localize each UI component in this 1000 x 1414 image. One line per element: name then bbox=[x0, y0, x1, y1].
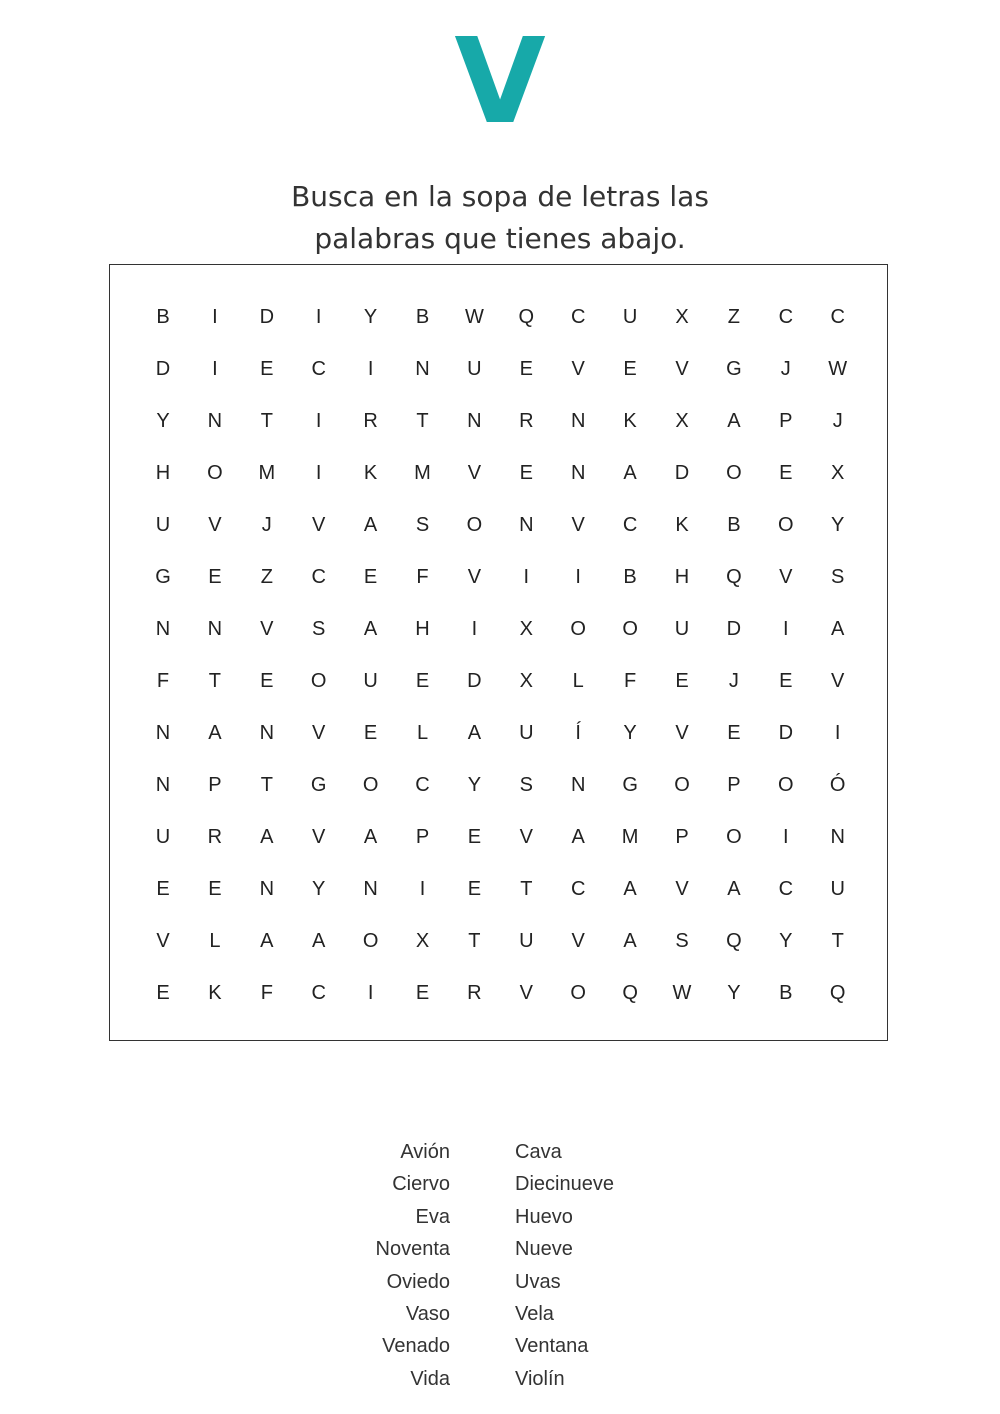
grid-letter[interactable]: C bbox=[311, 566, 326, 588]
grid-letter[interactable]: V bbox=[779, 566, 793, 588]
grid-letter[interactable]: F bbox=[416, 566, 429, 588]
grid-letter[interactable]: C bbox=[570, 878, 586, 900]
grid-letter[interactable]: P bbox=[779, 410, 793, 432]
grid-letter[interactable]: N bbox=[155, 722, 171, 744]
grid-letter[interactable]: D bbox=[778, 722, 794, 744]
grid-row bbox=[110, 718, 887, 748]
word-list-item: Nueve bbox=[515, 1238, 573, 1261]
grid-letter[interactable]: O bbox=[310, 670, 327, 692]
word-list-left bbox=[300, 1136, 450, 1395]
grid-letter[interactable]: U bbox=[155, 514, 171, 536]
grid-letter[interactable]: O bbox=[778, 514, 794, 536]
grid-letter[interactable]: T bbox=[468, 930, 481, 952]
grid-letter[interactable]: E bbox=[519, 358, 533, 380]
grid-letter[interactable]: C bbox=[311, 982, 326, 1004]
grid-letter[interactable]: N bbox=[830, 826, 845, 848]
grid-letter[interactable]: V bbox=[831, 670, 845, 692]
grid-letter[interactable]: E bbox=[415, 670, 430, 692]
grid-letter[interactable]: G bbox=[310, 774, 327, 796]
grid-letter[interactable]: Y bbox=[831, 514, 845, 536]
grid-letter[interactable]: V bbox=[467, 462, 482, 484]
grid-letter[interactable]: O bbox=[570, 618, 586, 640]
grid-letter[interactable]: W bbox=[672, 982, 692, 1004]
grid-letter[interactable]: V bbox=[571, 514, 585, 536]
grid-letter[interactable]: Y bbox=[623, 722, 637, 744]
grid-letter[interactable]: I bbox=[367, 982, 374, 1004]
grid-letter[interactable]: E bbox=[623, 358, 637, 380]
grid-letter[interactable]: F bbox=[156, 670, 170, 692]
grid-letter[interactable]: N bbox=[207, 410, 223, 432]
grid-letter[interactable]: E bbox=[779, 462, 793, 484]
grid-letter[interactable]: G bbox=[155, 566, 171, 588]
word-list-item: Noventa bbox=[375, 1238, 450, 1261]
grid-letter[interactable]: Z bbox=[727, 306, 740, 328]
grid-row bbox=[110, 562, 887, 592]
grid-letter[interactable]: V bbox=[467, 566, 482, 588]
word-list-right bbox=[515, 1136, 715, 1395]
grid-letter[interactable]: V bbox=[675, 878, 689, 900]
grid-letter[interactable]: I bbox=[419, 878, 426, 900]
grid-letter[interactable]: H bbox=[155, 462, 171, 484]
grid-letter[interactable]: V bbox=[519, 826, 533, 848]
grid-row bbox=[110, 874, 887, 904]
grid-letter[interactable]: D bbox=[259, 306, 275, 328]
grid-letter[interactable]: E bbox=[363, 566, 378, 588]
grid-letter[interactable]: Z bbox=[260, 566, 273, 588]
word-list-item: Oviedo bbox=[386, 1270, 450, 1293]
grid-letter[interactable]: I bbox=[212, 306, 218, 328]
grid-letter[interactable]: R bbox=[207, 826, 223, 848]
grid-letter[interactable]: L bbox=[416, 722, 429, 744]
grid-letter[interactable]: P bbox=[208, 774, 222, 796]
grid-letter[interactable]: P bbox=[675, 826, 689, 848]
grid-row bbox=[110, 458, 887, 488]
grid-letter[interactable]: V bbox=[260, 618, 274, 640]
grid-letter[interactable]: Q bbox=[518, 306, 535, 328]
grid-letter[interactable]: O bbox=[726, 826, 742, 848]
grid-letter[interactable]: I bbox=[471, 618, 478, 640]
word-list-item: Uvas bbox=[515, 1270, 561, 1293]
grid-letter[interactable]: O bbox=[207, 462, 223, 484]
grid-row bbox=[110, 406, 887, 436]
grid-letter[interactable]: V bbox=[675, 722, 689, 744]
grid-letter[interactable]: C bbox=[311, 358, 326, 380]
grid-letter[interactable]: N bbox=[570, 774, 586, 796]
grid-letter[interactable]: V bbox=[312, 514, 326, 536]
grid-letter[interactable]: U bbox=[674, 618, 690, 640]
grid-letter[interactable]: T bbox=[260, 774, 273, 796]
grid-letter[interactable]: O bbox=[674, 774, 690, 796]
word-list-item: Vida bbox=[410, 1367, 450, 1390]
grid-row bbox=[110, 978, 887, 1008]
grid-letter[interactable]: U bbox=[622, 306, 638, 328]
grid-letter[interactable]: V bbox=[312, 722, 326, 744]
grid-letter[interactable]: E bbox=[156, 982, 170, 1004]
grid-letter[interactable]: L bbox=[209, 930, 221, 952]
grid-letter[interactable]: A bbox=[623, 878, 637, 900]
grid-letter[interactable]: C bbox=[778, 306, 794, 328]
grid-letter[interactable]: E bbox=[415, 982, 430, 1004]
grid-letter[interactable]: J bbox=[832, 410, 843, 432]
instruction-line-2: palabras que tienes abajo. bbox=[314, 222, 686, 255]
grid-letter[interactable]: V bbox=[571, 930, 585, 952]
grid-letter[interactable]: E bbox=[363, 722, 378, 744]
grid-letter[interactable]: N bbox=[415, 358, 430, 380]
grid-letter[interactable]: I bbox=[315, 410, 322, 432]
grid-letter[interactable]: S bbox=[831, 566, 845, 588]
grid-letter[interactable]: A bbox=[260, 826, 274, 848]
word-list-item: Cava bbox=[515, 1141, 562, 1163]
grid-letter[interactable]: Í bbox=[575, 722, 581, 744]
grid-letter[interactable]: I bbox=[315, 306, 322, 328]
word-list-item: Violín bbox=[515, 1367, 565, 1390]
grid-letter[interactable]: F bbox=[623, 670, 637, 692]
word-list-item: Vela bbox=[515, 1303, 554, 1326]
grid-letter[interactable]: A bbox=[623, 930, 637, 952]
grid-letter[interactable]: Q bbox=[726, 566, 742, 588]
grid-letter[interactable]: S bbox=[415, 514, 430, 536]
grid-letter[interactable]: E bbox=[467, 878, 482, 900]
grid-letter[interactable]: B bbox=[727, 514, 741, 536]
grid-letter[interactable]: U bbox=[519, 722, 534, 744]
grid-letter[interactable]: N bbox=[207, 618, 223, 640]
grid-letter[interactable]: A bbox=[831, 618, 845, 640]
word-list-item: Venado bbox=[382, 1335, 450, 1358]
grid-letter[interactable]: E bbox=[260, 358, 274, 380]
grid-letter[interactable]: V bbox=[208, 514, 222, 536]
grid-letter[interactable]: X bbox=[519, 618, 533, 640]
grid-letter[interactable]: K bbox=[623, 410, 637, 432]
word-list-item: Huevo bbox=[515, 1205, 573, 1228]
word-search-grid bbox=[109, 264, 888, 1041]
grid-letter[interactable]: E bbox=[208, 566, 222, 588]
grid-letter[interactable]: N bbox=[155, 618, 171, 640]
grid-letter[interactable]: O bbox=[622, 618, 638, 640]
grid-letter[interactable]: M bbox=[621, 826, 639, 848]
grid-row bbox=[110, 354, 887, 384]
grid-letter[interactable]: P bbox=[727, 774, 741, 796]
grid-letter[interactable]: B bbox=[415, 306, 430, 328]
grid-letter[interactable]: P bbox=[415, 826, 430, 848]
grid-letter[interactable]: R bbox=[467, 982, 482, 1004]
grid-letter[interactable]: A bbox=[623, 462, 637, 484]
grid-letter[interactable]: T bbox=[831, 930, 844, 952]
grid-letter[interactable]: V bbox=[675, 358, 689, 380]
grid-letter[interactable]: U bbox=[155, 826, 171, 848]
grid-letter[interactable]: I bbox=[315, 462, 322, 484]
word-list-item: Avión bbox=[400, 1141, 450, 1163]
grid-letter[interactable]: N bbox=[259, 878, 275, 900]
grid-letter[interactable]: I bbox=[523, 566, 530, 588]
grid-letter[interactable]: S bbox=[675, 930, 689, 952]
grid-letter[interactable]: T bbox=[520, 878, 533, 900]
grid-letter[interactable]: X bbox=[675, 306, 689, 328]
grid-letter[interactable]: G bbox=[622, 774, 638, 796]
grid-letter[interactable]: V bbox=[571, 358, 585, 380]
grid-letter[interactable]: Y bbox=[156, 410, 170, 432]
grid-letter[interactable]: A bbox=[571, 826, 585, 848]
word-list-item: Eva bbox=[415, 1205, 450, 1228]
grid-letter[interactable]: R bbox=[363, 410, 378, 432]
grid-letter[interactable]: V bbox=[156, 930, 170, 952]
grid-letter[interactable]: D bbox=[155, 358, 171, 380]
word-list-item: Diecinueve bbox=[515, 1173, 614, 1196]
grid-letter[interactable]: V bbox=[312, 826, 326, 848]
grid-letter[interactable]: J bbox=[261, 514, 272, 536]
grid-letter[interactable]: S bbox=[312, 618, 326, 640]
page-letter-title: V bbox=[454, 12, 546, 150]
grid-letter[interactable]: M bbox=[414, 462, 431, 484]
instructions bbox=[0, 176, 1000, 260]
grid-letter[interactable]: A bbox=[312, 930, 326, 952]
grid-letter[interactable]: O bbox=[362, 930, 379, 952]
grid-letter[interactable]: C bbox=[830, 306, 845, 328]
grid-letter[interactable]: A bbox=[363, 514, 378, 536]
grid-letter[interactable]: E bbox=[519, 462, 533, 484]
grid-letter[interactable]: K bbox=[675, 514, 689, 536]
grid-letter[interactable]: T bbox=[416, 410, 429, 432]
grid-letter[interactable]: D bbox=[674, 462, 690, 484]
grid-letter[interactable]: O bbox=[362, 774, 379, 796]
grid-letter[interactable]: H bbox=[674, 566, 690, 588]
grid-letter[interactable]: N bbox=[570, 462, 586, 484]
grid-letter[interactable]: R bbox=[519, 410, 534, 432]
grid-letter[interactable]: C bbox=[778, 878, 794, 900]
grid-letter[interactable]: E bbox=[675, 670, 689, 692]
grid-letter[interactable]: N bbox=[363, 878, 378, 900]
grid-letter[interactable]: J bbox=[780, 358, 791, 380]
grid-letter[interactable]: B bbox=[623, 566, 637, 588]
grid-letter[interactable]: C bbox=[415, 774, 430, 796]
grid-row bbox=[110, 302, 887, 332]
instruction-line-1: Busca en la sopa de letras las bbox=[291, 180, 709, 213]
grid-letter[interactable]: O bbox=[726, 462, 742, 484]
grid-letter[interactable]: C bbox=[622, 514, 638, 536]
grid-letter[interactable]: I bbox=[783, 826, 789, 848]
grid-letter[interactable]: Q bbox=[829, 982, 846, 1004]
grid-letter[interactable]: N bbox=[155, 774, 171, 796]
grid-letter[interactable]: T bbox=[208, 670, 221, 692]
grid-row bbox=[110, 614, 887, 644]
grid-letter[interactable]: B bbox=[779, 982, 793, 1004]
grid-letter[interactable]: Y bbox=[467, 774, 482, 796]
grid-letter[interactable]: I bbox=[575, 566, 581, 588]
grid-letter[interactable]: D bbox=[467, 670, 482, 692]
grid-letter[interactable]: X bbox=[675, 410, 689, 432]
grid-letter[interactable]: A bbox=[467, 722, 482, 744]
grid-letter[interactable]: E bbox=[156, 878, 170, 900]
grid-letter[interactable]: A bbox=[208, 722, 222, 744]
grid-letter[interactable]: O bbox=[778, 774, 794, 796]
grid-letter[interactable]: A bbox=[727, 878, 741, 900]
grid-letter[interactable]: N bbox=[570, 410, 586, 432]
grid-letter[interactable]: F bbox=[260, 982, 273, 1004]
grid-letter[interactable]: A bbox=[363, 826, 378, 848]
grid-letter[interactable]: Y bbox=[779, 930, 793, 952]
grid-row bbox=[110, 822, 887, 852]
grid-letter[interactable]: Y bbox=[363, 306, 378, 328]
grid-letter[interactable]: I bbox=[834, 722, 841, 744]
grid-letter[interactable]: X bbox=[415, 930, 430, 952]
grid-letter[interactable]: U bbox=[467, 358, 482, 380]
grid-letter[interactable]: D bbox=[726, 618, 742, 640]
grid-letter[interactable]: U bbox=[830, 878, 845, 900]
grid-letter[interactable]: A bbox=[363, 618, 378, 640]
grid-letter[interactable]: V bbox=[519, 982, 533, 1004]
grid-letter[interactable]: C bbox=[570, 306, 586, 328]
grid-row bbox=[110, 926, 887, 956]
grid-letter[interactable]: U bbox=[519, 930, 534, 952]
grid-letter[interactable]: E bbox=[208, 878, 222, 900]
grid-letter[interactable]: E bbox=[779, 670, 793, 692]
grid-letter[interactable]: E bbox=[727, 722, 741, 744]
grid-letter[interactable]: N bbox=[519, 514, 534, 536]
grid-letter[interactable]: I bbox=[367, 358, 374, 380]
grid-row bbox=[110, 510, 887, 540]
grid-letter[interactable]: U bbox=[363, 670, 378, 692]
grid-letter[interactable]: Q bbox=[622, 982, 638, 1004]
grid-letter[interactable]: E bbox=[260, 670, 274, 692]
grid-letter[interactable]: W bbox=[464, 306, 484, 328]
grid-letter[interactable]: X bbox=[519, 670, 533, 692]
grid-letter[interactable]: N bbox=[259, 722, 275, 744]
grid-letter[interactable]: K bbox=[363, 462, 378, 484]
grid-letter[interactable]: S bbox=[519, 774, 533, 796]
grid-letter[interactable]: O bbox=[570, 982, 586, 1004]
grid-letter[interactable]: A bbox=[260, 930, 274, 952]
grid-letter[interactable]: B bbox=[156, 306, 170, 328]
grid-letter[interactable]: L bbox=[572, 670, 584, 692]
word-list-item: Ciervo bbox=[392, 1173, 450, 1196]
grid-letter[interactable]: J bbox=[728, 670, 739, 692]
grid-letter[interactable]: I bbox=[783, 618, 789, 640]
grid-letter[interactable]: Y bbox=[727, 982, 741, 1004]
word-list-item: Vaso bbox=[405, 1303, 450, 1326]
grid-letter[interactable]: O bbox=[466, 514, 483, 536]
grid-row bbox=[110, 770, 887, 800]
grid-letter[interactable]: E bbox=[467, 826, 482, 848]
grid-letter[interactable]: M bbox=[258, 462, 276, 484]
grid-letter[interactable]: A bbox=[727, 410, 741, 432]
grid-letter[interactable]: N bbox=[467, 410, 482, 432]
grid-letter[interactable]: X bbox=[831, 462, 845, 484]
grid-letter[interactable]: I bbox=[212, 358, 218, 380]
grid-letter[interactable]: T bbox=[260, 410, 273, 432]
grid-letter[interactable]: K bbox=[208, 982, 222, 1004]
word-list-item: Ventana bbox=[515, 1335, 589, 1358]
grid-letter[interactable]: Y bbox=[312, 878, 326, 900]
grid-letter[interactable]: G bbox=[726, 358, 742, 380]
grid-row bbox=[110, 666, 887, 696]
grid-letter[interactable]: W bbox=[828, 358, 848, 380]
grid-letter[interactable]: Q bbox=[726, 930, 742, 952]
grid-letter[interactable]: Ó bbox=[829, 774, 846, 796]
grid-letter[interactable]: H bbox=[415, 618, 430, 640]
